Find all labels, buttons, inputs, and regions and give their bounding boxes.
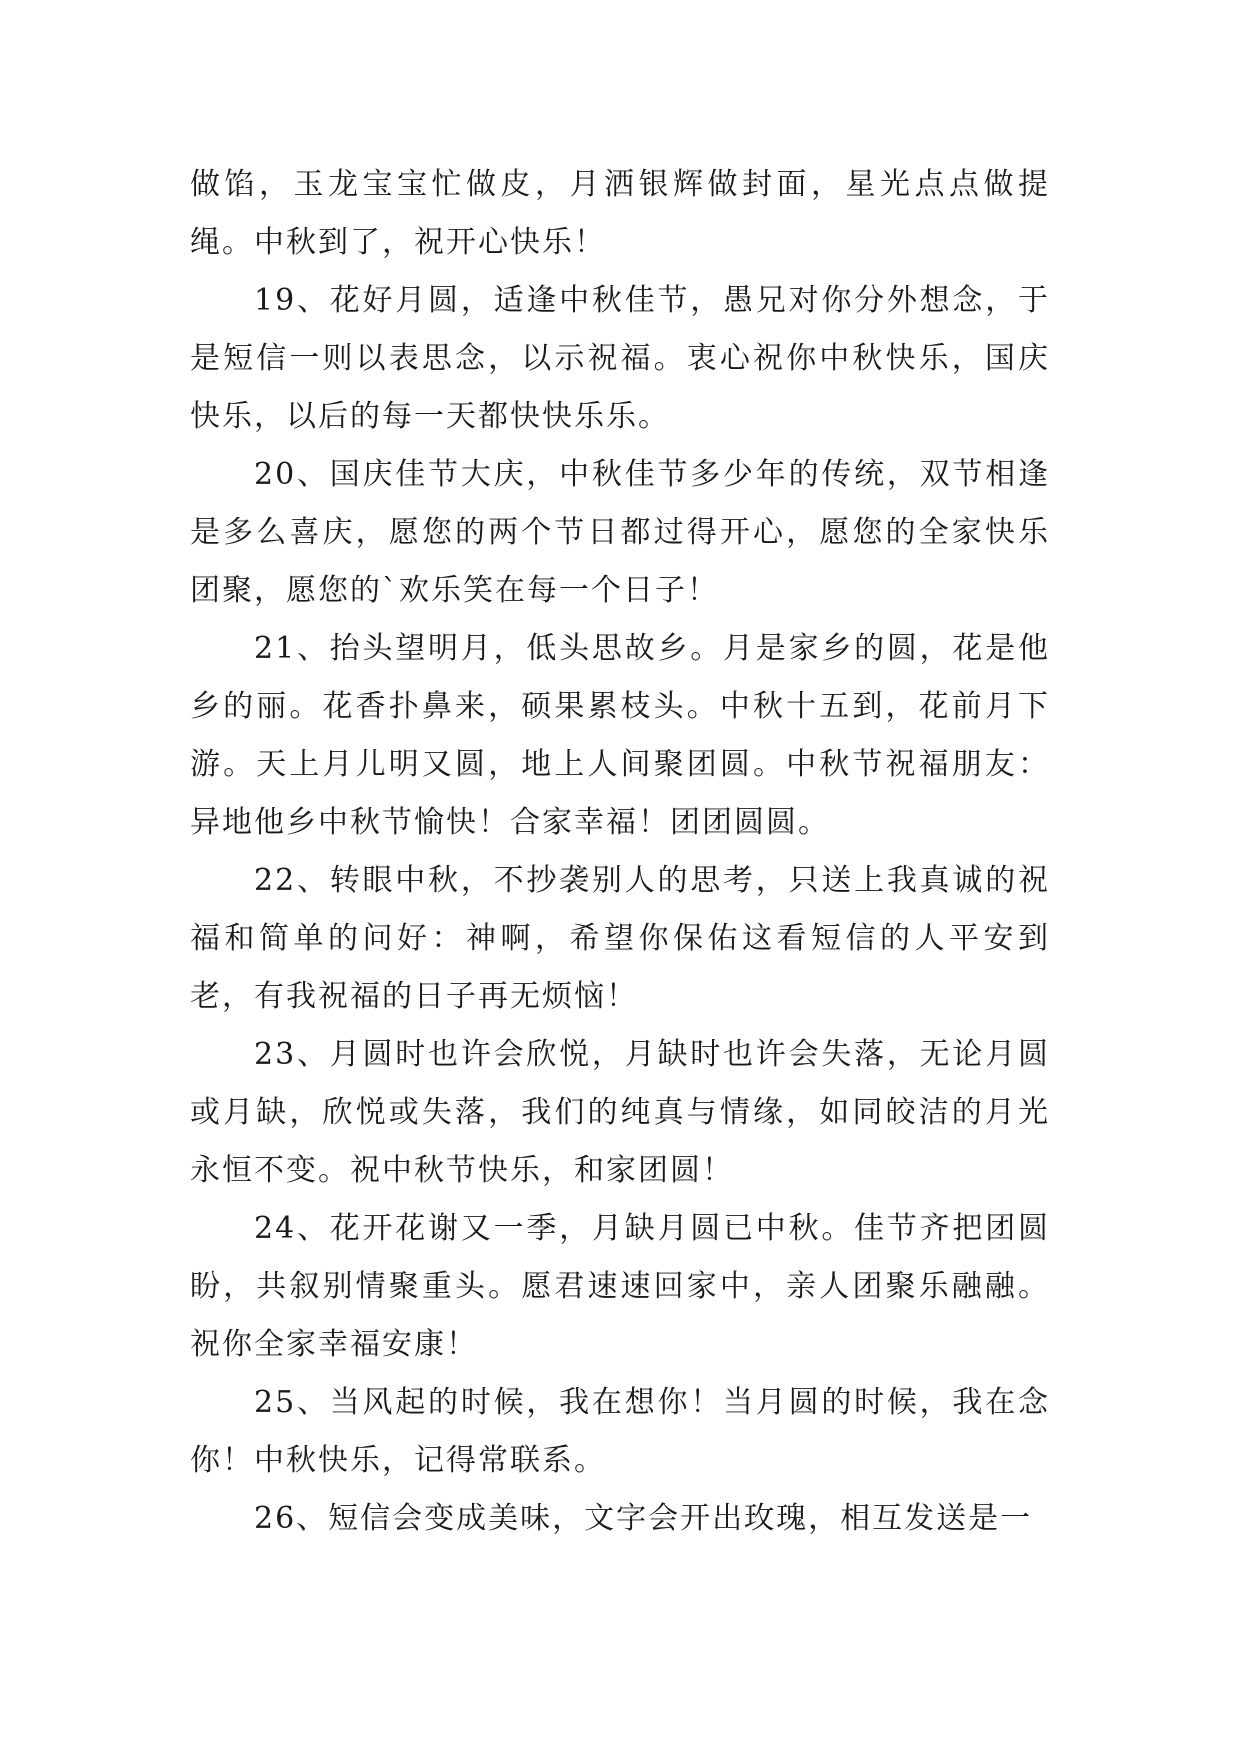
paragraph-25: 25、当风起的时候，我在想你！当月圆的时候，我在念你！中秋快乐，记得常联系。 (190, 1385, 1050, 1478)
paragraph-23: 23、月圆时也许会欣悦，月缺时也许会失落，无论月圆或月缺，欣悦或失落，我们的纯真与情缘，如同皎洁的月光永恒不变。祝中秋节快乐，和家团圆！ (190, 1037, 1050, 1188)
paragraph-19: 19、花好月圆，适逢中秋佳节，愚兄对你分外想念，于是短信一则以表思念，以示祝福。衷心祝你中秋快乐，国庆快乐，以后的每一天都快快乐乐。 (190, 283, 1050, 434)
paragraph-24: 24、花开花谢又一季，月缺月圆已中秋。佳节齐把团圆盼，共叙别情聚重头。愿君速速回家中，亲人团聚乐融融。祝你全家幸福安康！ (190, 1211, 1050, 1362)
paragraph-continuation: 做馅，玉龙宝宝忙做皮，月洒银辉做封面，星光点点做提绳。中秋到了，祝开心快乐！ (190, 167, 1050, 260)
paragraph-21: 21、抬头望明月，低头思故乡。月是家乡的圆，花是他乡的丽。花香扑鼻来，硕果累枝头。中秋十五到，花前月下游。天上月儿明又圆，地上人间聚团圆。中秋节祝福朋友：异地他乡中秋节愉快！合家幸福！团团圆圆。 (190, 631, 1050, 840)
document-body (190, 156, 1050, 1548)
paragraph-22: 22、转眼中秋，不抄袭别人的思考，只送上我真诚的祝福和简单的问好：神啊，希望你保佑这看短信的人平安到老，有我祝福的日子再无烦恼！ (190, 863, 1050, 1014)
paragraph-26: 26、短信会变成美味，文字会开出玫瑰，相互发送是一 (254, 1501, 1033, 1536)
paragraph-20: 20、国庆佳节大庆，中秋佳节多少年的传统，双节相逢是多么喜庆，愿您的两个节日都过得开心，愿您的全家快乐团聚，愿您的`欢乐笑在每一个日子！ (190, 457, 1050, 608)
